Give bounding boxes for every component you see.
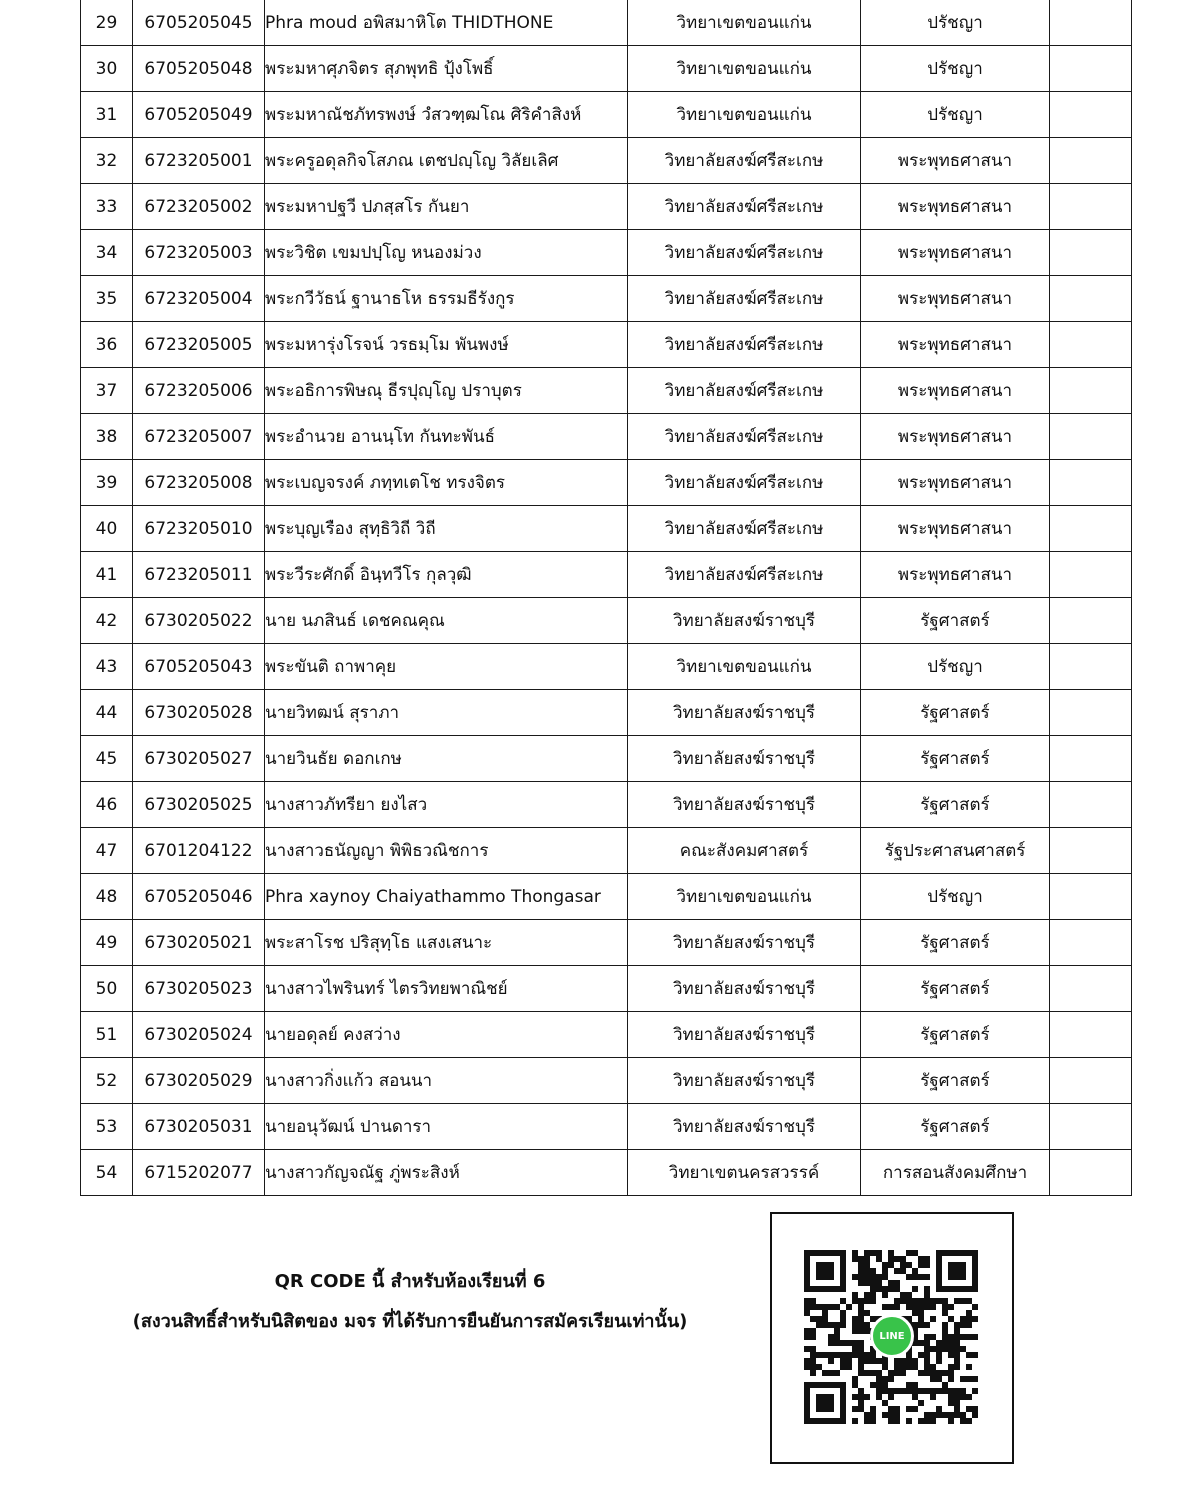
row-number: 44 — [81, 690, 133, 736]
major-name: รัฐศาสตร์ — [861, 736, 1050, 782]
student-name: พระมหาศุภจิตร สุภพุทธิ ปุ้งโพธิ์ — [265, 46, 628, 92]
student-id: 6705205043 — [133, 644, 265, 690]
student-id: 6730205025 — [133, 782, 265, 828]
campus-name: วิทยาเขตขอนแก่น — [628, 644, 861, 690]
table-row — [81, 0, 1132, 46]
student-name: นางสาวไพรินทร์ ไตรวิทยพาณิชย์ — [265, 966, 628, 1012]
student-id: 6723205003 — [133, 230, 265, 276]
row-number: 39 — [81, 460, 133, 506]
campus-name: วิทยาลัยสงฆ์ราชบุรี — [628, 966, 861, 1012]
student-name: พระอำนวย อานนฺโท กันทะพันธ์ — [265, 414, 628, 460]
campus-name: วิทยาเขตนครสวรรค์ — [628, 1150, 861, 1196]
campus-name: วิทยาลัยสงฆ์ศรีสะเกษ — [628, 414, 861, 460]
major-name: ปรัชญา — [861, 46, 1050, 92]
major-name: พระพุทธศาสนา — [861, 552, 1050, 598]
student-id: 6723205005 — [133, 322, 265, 368]
table-row — [81, 230, 1132, 276]
campus-name: วิทยาลัยสงฆ์ราชบุรี — [628, 782, 861, 828]
note-cell — [1050, 460, 1132, 506]
note-cell — [1050, 644, 1132, 690]
table-row — [81, 966, 1132, 1012]
student-name: พระอธิการพิษณุ ธีรปุญฺโญ ปราบุตร — [265, 368, 628, 414]
table-row — [81, 184, 1132, 230]
row-number: 46 — [81, 782, 133, 828]
student-name: พระขันติ ถาพาคุย — [265, 644, 628, 690]
student-id: 6705205046 — [133, 874, 265, 920]
campus-name: วิทยาลัยสงฆ์ราชบุรี — [628, 1104, 861, 1150]
major-name: พระพุทธศาสนา — [861, 230, 1050, 276]
major-name: พระพุทธศาสนา — [861, 368, 1050, 414]
table-row — [81, 690, 1132, 736]
table-row — [81, 1150, 1132, 1196]
student-id: 6730205022 — [133, 598, 265, 644]
note-cell — [1050, 368, 1132, 414]
student-name: นายวิทฒน์ สุราภา — [265, 690, 628, 736]
line-logo-icon: LINE — [870, 1314, 914, 1358]
student-id: 6730205027 — [133, 736, 265, 782]
student-name: พระครูอดุลกิจโสภณ เตชปญฺโญ วิลัยเลิศ — [265, 138, 628, 184]
row-number: 31 — [81, 92, 133, 138]
table-row — [81, 460, 1132, 506]
table-row — [81, 552, 1132, 598]
major-name: พระพุทธศาสนา — [861, 184, 1050, 230]
table-row — [81, 874, 1132, 920]
row-number: 47 — [81, 828, 133, 874]
note-cell — [1050, 1150, 1132, 1196]
student-name: นางสาวธนัญญา พิพิธวณิชการ — [265, 828, 628, 874]
student-name: พระมหารุ่งโรจน์ วรธมฺโม พันพงษ์ — [265, 322, 628, 368]
table-row — [81, 598, 1132, 644]
table-row — [81, 644, 1132, 690]
table-row — [81, 92, 1132, 138]
student-id: 6723205011 — [133, 552, 265, 598]
table-row — [81, 506, 1132, 552]
row-number: 41 — [81, 552, 133, 598]
student-name: นางสาวกิ่งแก้ว สอนนา — [265, 1058, 628, 1104]
table-row — [81, 368, 1132, 414]
table-row — [81, 1058, 1132, 1104]
table-row — [81, 736, 1132, 782]
table-row — [81, 828, 1132, 874]
campus-name: วิทยาลัยสงฆ์ราชบุรี — [628, 920, 861, 966]
student-name: พระบุญเรือง สุทฺธิวิถี วิถี — [265, 506, 628, 552]
note-cell — [1050, 1058, 1132, 1104]
row-number: 33 — [81, 184, 133, 230]
note-cell — [1050, 92, 1132, 138]
major-name: ปรัชญา — [861, 644, 1050, 690]
major-name: รัฐศาสตร์ — [861, 782, 1050, 828]
row-number: 32 — [81, 138, 133, 184]
note-cell — [1050, 184, 1132, 230]
student-id: 6730205024 — [133, 1012, 265, 1058]
campus-name: วิทยาลัยสงฆ์ศรีสะเกษ — [628, 184, 861, 230]
student-name: นางสาวภัทรียา ยงไสว — [265, 782, 628, 828]
campus-name: วิทยาเขตขอนแก่น — [628, 92, 861, 138]
table-row — [81, 276, 1132, 322]
student-id: 6705205045 — [133, 0, 265, 46]
student-roster-table — [80, 0, 1132, 1196]
major-name: รัฐศาสตร์ — [861, 598, 1050, 644]
campus-name: วิทยาลัยสงฆ์ราชบุรี — [628, 1058, 861, 1104]
table-row — [81, 782, 1132, 828]
student-id: 6730205023 — [133, 966, 265, 1012]
note-cell — [1050, 1104, 1132, 1150]
student-name: นางสาวกัญจณัฐ ภู่พระสิงห์ — [265, 1150, 628, 1196]
row-number: 36 — [81, 322, 133, 368]
major-name: รัฐศาสตร์ — [861, 966, 1050, 1012]
major-name: รัฐศาสตร์ — [861, 920, 1050, 966]
major-name: รัฐศาสตร์ — [861, 1012, 1050, 1058]
major-name: ปรัชญา — [861, 874, 1050, 920]
row-number: 35 — [81, 276, 133, 322]
major-name: ปรัชญา — [861, 92, 1050, 138]
campus-name: วิทยาลัยสงฆ์ศรีสะเกษ — [628, 506, 861, 552]
campus-name: วิทยาลัยสงฆ์ศรีสะเกษ — [628, 138, 861, 184]
student-name: Phra moud อพิสมาหิโต THIDTHONE — [265, 0, 628, 46]
campus-name: วิทยาลัยสงฆ์ศรีสะเกษ — [628, 368, 861, 414]
campus-name: วิทยาลัยสงฆ์ศรีสะเกษ — [628, 230, 861, 276]
note-cell — [1050, 1012, 1132, 1058]
note-cell — [1050, 828, 1132, 874]
major-name: พระพุทธศาสนา — [861, 276, 1050, 322]
note-cell — [1050, 874, 1132, 920]
student-id: 6723205001 — [133, 138, 265, 184]
major-name: พระพุทธศาสนา — [861, 138, 1050, 184]
student-name: พระวิชิต เขมปปฺโญ หนองม่วง — [265, 230, 628, 276]
student-id: 6723205007 — [133, 414, 265, 460]
table-row — [81, 1104, 1132, 1150]
major-name: รัฐศาสตร์ — [861, 690, 1050, 736]
campus-name: วิทยาเขตขอนแก่น — [628, 46, 861, 92]
note-cell — [1050, 598, 1132, 644]
major-name: การสอนสังคมศึกษา — [861, 1150, 1050, 1196]
student-name: พระสาโรช ปริสุทฺโธ แสงเสนาะ — [265, 920, 628, 966]
row-number: 43 — [81, 644, 133, 690]
campus-name: วิทยาลัยสงฆ์ราชบุรี — [628, 598, 861, 644]
student-name: นายวินธัย ดอกเกษ — [265, 736, 628, 782]
student-name: พระมหาปฐวี ปภสฺสโร กันยา — [265, 184, 628, 230]
student-id: 6723205006 — [133, 368, 265, 414]
major-name: รัฐประศาสนศาสตร์ — [861, 828, 1050, 874]
note-cell — [1050, 322, 1132, 368]
row-number: 45 — [81, 736, 133, 782]
note-cell — [1050, 690, 1132, 736]
table-row — [81, 138, 1132, 184]
major-name: ปรัชญา — [861, 0, 1050, 46]
line-qr-code[interactable] — [770, 1212, 1014, 1464]
note-cell — [1050, 276, 1132, 322]
campus-name: วิทยาลัยสงฆ์ศรีสะเกษ — [628, 276, 861, 322]
student-id: 6723205008 — [133, 460, 265, 506]
table-row — [81, 46, 1132, 92]
student-id: 6730205021 — [133, 920, 265, 966]
row-number: 29 — [81, 0, 133, 46]
row-number: 54 — [81, 1150, 133, 1196]
row-number: 53 — [81, 1104, 133, 1150]
campus-name: วิทยาลัยสงฆ์ราชบุรี — [628, 1012, 861, 1058]
note-cell — [1050, 506, 1132, 552]
campus-name: วิทยาลัยสงฆ์ราชบุรี — [628, 690, 861, 736]
table-row — [81, 1012, 1132, 1058]
student-name: นายอดุลย์ คงสว่าง — [265, 1012, 628, 1058]
note-cell — [1050, 138, 1132, 184]
major-name: พระพุทธศาสนา — [861, 322, 1050, 368]
major-name: รัฐศาสตร์ — [861, 1058, 1050, 1104]
student-name: พระเบญจรงค์ ภทฺทเตโช ทรงจิตร — [265, 460, 628, 506]
campus-name: วิทยาเขตขอนแก่น — [628, 0, 861, 46]
student-name: พระมหาณัชภัทรพงษ์ วํสวฑฺฒโณ ศิริคำสิงห์ — [265, 92, 628, 138]
note-cell — [1050, 552, 1132, 598]
student-id: 6723205010 — [133, 506, 265, 552]
major-name: พระพุทธศาสนา — [861, 506, 1050, 552]
row-number: 50 — [81, 966, 133, 1012]
student-id: 6705205049 — [133, 92, 265, 138]
campus-name: วิทยาลัยสงฆ์ราชบุรี — [628, 736, 861, 782]
campus-name: วิทยาเขตขอนแก่น — [628, 874, 861, 920]
student-name: นาย นภสินธ์ เดชคณคุณ — [265, 598, 628, 644]
student-id: 6730205029 — [133, 1058, 265, 1104]
table-row — [81, 414, 1132, 460]
student-id: 6730205028 — [133, 690, 265, 736]
student-id: 6701204122 — [133, 828, 265, 874]
note-cell — [1050, 736, 1132, 782]
student-id: 6730205031 — [133, 1104, 265, 1150]
campus-name: วิทยาลัยสงฆ์ศรีสะเกษ — [628, 552, 861, 598]
note-cell — [1050, 230, 1132, 276]
note-cell — [1050, 966, 1132, 1012]
campus-name: วิทยาลัยสงฆ์ศรีสะเกษ — [628, 460, 861, 506]
row-number: 38 — [81, 414, 133, 460]
row-number: 34 — [81, 230, 133, 276]
row-number: 42 — [81, 598, 133, 644]
major-name: พระพุทธศาสนา — [861, 414, 1050, 460]
row-number: 30 — [81, 46, 133, 92]
row-number: 51 — [81, 1012, 133, 1058]
student-name: พระกวีวัธน์ ฐานาธโห ธรรมธีรังกูร — [265, 276, 628, 322]
table-row — [81, 920, 1132, 966]
row-number: 40 — [81, 506, 133, 552]
campus-name: คณะสังคมศาสตร์ — [628, 828, 861, 874]
student-name: Phra xaynoy Chaiyathammo Thongasar — [265, 874, 628, 920]
row-number: 52 — [81, 1058, 133, 1104]
student-id: 6723205002 — [133, 184, 265, 230]
row-number: 49 — [81, 920, 133, 966]
note-cell — [1050, 782, 1132, 828]
campus-name: วิทยาลัยสงฆ์ศรีสะเกษ — [628, 322, 861, 368]
student-name: พระวีระศักดิ์ อินฺทวีโร กุลวุฒิ — [265, 552, 628, 598]
note-cell — [1050, 0, 1132, 46]
qr-caption-note: (สงวนสิทธิ์สำหรับนิสิตของ มจร ที่ได้รับการยืนยันการสมัครเรียนเท่านั้น) — [132, 1311, 688, 1332]
row-number: 48 — [81, 874, 133, 920]
note-cell — [1050, 920, 1132, 966]
student-name: นายอนุวัฒน์ ปานดารา — [265, 1104, 628, 1150]
qr-caption-title: QR CODE นี้ สำหรับห้องเรียนที่ 6 — [274, 1271, 546, 1292]
major-name: รัฐศาสตร์ — [861, 1104, 1050, 1150]
note-cell — [1050, 414, 1132, 460]
row-number: 37 — [81, 368, 133, 414]
note-cell — [1050, 46, 1132, 92]
table-row — [81, 322, 1132, 368]
student-id: 6715202077 — [133, 1150, 265, 1196]
student-id: 6705205048 — [133, 46, 265, 92]
student-id: 6723205004 — [133, 276, 265, 322]
major-name: พระพุทธศาสนา — [861, 460, 1050, 506]
